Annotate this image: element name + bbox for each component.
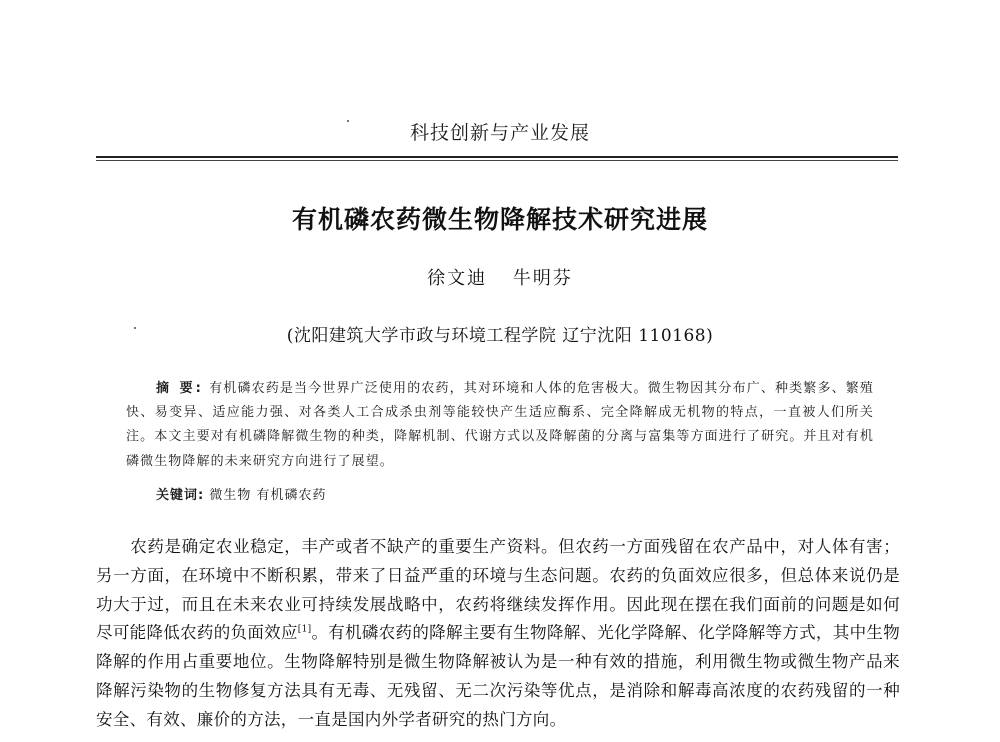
body-paragraph (96, 533, 900, 735)
header-rule-thick (96, 156, 898, 158)
abstract-label: 摘 要: (156, 381, 204, 396)
body-text-part1: 农药是确定农业稳定，丰产或者不缺产的重要生产资料。但农药一方面残留在农产品中，对人体有害；另一方面，在环境中不断积累，带来了日益严重的环境与生态问题。农药的负面效应很多，但总体来说仍是功大于过，而且在未来农业可持续发展战略中，农药将继续发挥作用。因此现在摆在我们面前的问题是如何尽可能降低农药的负面效应 (96, 537, 900, 643)
keywords-text: 微生物 有机磷农药 (209, 488, 327, 503)
body-text-part2: 。有机磷农药的降解主要有生物降解、光化学降解、化学降解等方式，其中生物降解的作用占重要地位。生物降解特别是微生物降解被认为是一种有效的措施，利用微生物或微生物产品来降解污染物的生物修复方法具有无毒、无残留、无二次污染等优点，是消除和解毒高浓度的农药残留的一种安全、有效、廉价的方法，一直是国内外学者研究的热门方向。 (96, 623, 900, 729)
journal-section-header: 科技创新与产业发展 (409, 122, 590, 144)
article-title: 有机磷农药微生物降解技术研究进展 (291, 205, 708, 234)
scan-speck (347, 120, 349, 122)
citation-ref-1[interactable]: [1] (297, 624, 312, 635)
article-affiliation: (沈阳建筑大学市政与环境工程学院 辽宁沈阳 110168) (286, 326, 714, 346)
keywords-block (156, 484, 326, 503)
abstract-text: 有机磷农药是当今世界广泛使用的农药，其对环境和人体的危害极大。微生物因其分布广、种类繁多、繁殖快、易变异、适应能力强、对各类人工合成杀虫剂等能较快产生适应酶系、完全降解成无机物的特点，一直被人们所关注。本文主要对有机磷降解微生物的种类，降解机制、代谢方式以及降解菌的分离与富集等方面进行了研究。并且对有机磷微生物降解的未来研究方向进行了展望。 (126, 381, 874, 469)
keywords-label: 关键词: (156, 488, 205, 503)
abstract-block (126, 377, 874, 474)
header-rule-thin (96, 160, 898, 161)
article-authors: 徐文迪 牛明芬 (427, 268, 573, 289)
